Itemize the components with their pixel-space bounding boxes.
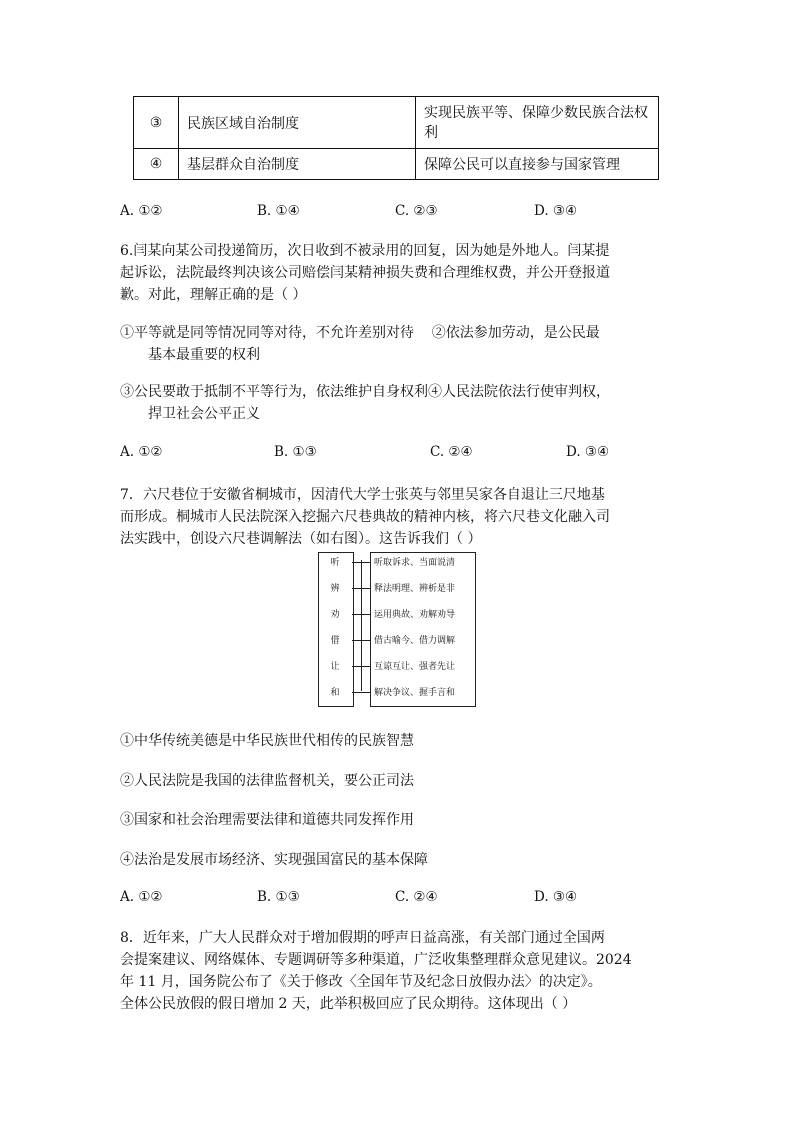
option-d[interactable]: D. ③④ (534, 203, 578, 219)
q8-stem-line: 会提案建议、网络媒体、专题调研等多种渠道，广泛收集整理群众意见建议。2024 (120, 952, 632, 968)
diagram-connector (352, 614, 370, 615)
diagram-left-label: 让 (330, 662, 340, 672)
table-row (134, 97, 659, 149)
q7-item: ④法治是发展市场经济、实现强国富民的基本保障 (120, 852, 428, 868)
system-name: 民族区域自治制度 (179, 97, 416, 149)
diagram-right-label: 互谅互让、强者先让 (374, 662, 456, 672)
diagram-left-label: 和 (330, 688, 340, 698)
diagram-connector (352, 666, 370, 667)
q7-stem-line: 而形成。桐城市人民法院深入挖掘六尺巷典故的精神内核，将六尺巷文化融入司 (120, 509, 610, 525)
diagram-right-label: 解决争议、握手言和 (374, 688, 456, 698)
q6-item-line: ③公民要敢于抵制不平等行为，依法维护自身权利④人民法院依法行使审判权， (120, 384, 610, 400)
diagram-right-label: 运用典故、劝解劝导 (374, 610, 456, 620)
diagram-right-box (370, 552, 476, 707)
q8-stem-line: 8．近年来，广大人民群众对于增加假期的呼声日益高涨，有关部门通过全国两 (120, 930, 605, 946)
diagram-left-label: 听 (330, 558, 340, 568)
q6-item-line: 捍卫社会公平正义 (148, 406, 260, 422)
option-c[interactable]: C. ②④ (430, 444, 473, 460)
q6-stem-line: 起诉讼，法院最终判决该公司赔偿闫某精神损失费和合理维权费，并公开登报道 (120, 265, 610, 281)
diagram-left-box (318, 552, 354, 707)
q6-item-1-2 (120, 322, 680, 366)
q6-stem (120, 240, 680, 306)
system-effect: 实现民族平等、保障少数民族合法权利 (416, 97, 659, 149)
q6-item-3-4 (120, 381, 680, 425)
diagram-left-label: 借 (330, 636, 340, 646)
q7-item: ①中华传统美德是中华民族世代相传的民族智慧 (120, 733, 414, 749)
option-c[interactable]: C. ②④ (395, 889, 438, 905)
diagram-connector-spine (361, 560, 362, 691)
diagram-connector (352, 562, 370, 563)
option-d[interactable]: D. ③④ (566, 444, 610, 460)
institution-table (133, 96, 659, 180)
q5-options (120, 203, 577, 219)
diagram-left-label: 辨 (330, 584, 340, 594)
q6-item-line: 基本最重要的权利 (148, 347, 260, 363)
q7-options (120, 889, 577, 905)
diagram-connector (352, 640, 370, 641)
option-b[interactable]: B. ①③ (257, 889, 300, 905)
q7-item: ②人民法院是我国的法律监督机关，要公正司法 (120, 773, 414, 789)
q7-stem-line: 法实践中，创设六尺巷调解法（如右图）。这告诉我们（ ） (120, 531, 482, 547)
q6-options (120, 444, 609, 460)
diagram-connector (352, 692, 370, 693)
q7-stem-line: 7．六尺巷位于安徽省桐城市，因清代大学士张英与邻里吴家各自退让三尺地基 (120, 487, 605, 503)
option-d[interactable]: D. ③④ (534, 889, 578, 905)
diagram-right-label: 听取诉求、当面说清 (374, 558, 456, 568)
diagram-left-label: 劝 (330, 610, 340, 620)
row-number: ③ (134, 97, 179, 149)
table-row (134, 149, 659, 180)
q8-stem-line: 全体公民放假的假日增加 2 天，此举积极回应了民众期待。这体现出（ ） (120, 996, 577, 1012)
q6-stem-line: 歉。对此，理解正确的是（ ） (120, 287, 307, 303)
q6-item-line: ①平等就是同等情况同等对待，不允许差别对待 ②依法参加劳动，是公民最 (120, 325, 600, 341)
option-c[interactable]: C. ②③ (395, 203, 438, 219)
q7-item: ③国家和社会治理需要法律和道德共同发挥作用 (120, 812, 414, 828)
diagram-right-label: 借古喻今、借力调解 (374, 636, 456, 646)
q8-stem-line: 年 11 月，国务院公布了《关于修改〈全国年节及纪念日放假办法〉的决定》。 (120, 974, 602, 990)
q6-stem-line: 6.闫某向某公司投递简历，次日收到不被录用的回复，因为她是外地人。闫某提 (120, 243, 610, 259)
option-b[interactable]: B. ①③ (274, 444, 317, 460)
option-a[interactable]: A. ①② (120, 444, 163, 460)
diagram-connector (352, 588, 370, 589)
option-a[interactable]: A. ①② (120, 203, 163, 219)
system-effect: 保障公民可以直接参与国家管理 (416, 149, 659, 180)
option-b[interactable]: B. ①④ (257, 203, 300, 219)
q8-stem (120, 927, 690, 1015)
q7-stem (120, 484, 680, 550)
diagram-right-label: 释法明理、辨析是非 (374, 584, 456, 594)
row-number: ④ (134, 149, 179, 180)
option-a[interactable]: A. ①② (120, 889, 163, 905)
system-name: 基层群众自治制度 (179, 149, 416, 180)
